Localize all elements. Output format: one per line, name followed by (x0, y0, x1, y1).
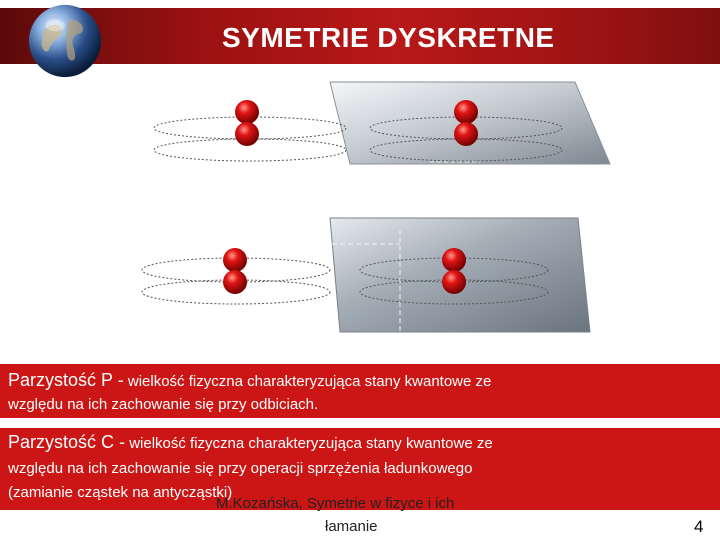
parity-p-definition: wielkość fizyczna charakteryzująca stany kwantowe ze (123, 373, 492, 390)
symmetry-diagram (0, 70, 720, 360)
parity-p-line2: względu na ich zachowanie się przy odbiciach. (8, 396, 319, 413)
parity-p-lead: Parzystość P - (8, 370, 124, 390)
footer-author: M.Kozańska, Symetrie w fizyce i ich (216, 495, 455, 512)
parity-c-lead: Parzystość C - (8, 432, 126, 452)
parity-c-line2: względu na ich zachowanie się przy operacji sprzężenia ładunkowego (8, 460, 473, 477)
parity-c-definition: wielkość fizyczna charakteryzująca stany kwantowe ze (125, 435, 493, 452)
particle-pair-top-left (235, 100, 259, 146)
parity-p-line1 (8, 370, 491, 391)
parity-p-box (0, 364, 720, 418)
parity-c-line3: (zamianie cząstek na antycząstki) (8, 484, 233, 501)
parity-c-line1 (8, 432, 493, 453)
particle-pair-bottom-left (223, 248, 247, 294)
slide-title: SYMETRIE DYSKRETNE (222, 22, 555, 53)
footer-author-line2: łamanie (325, 518, 378, 535)
globe-icon (26, 2, 104, 80)
page-number: 4 (694, 517, 704, 536)
